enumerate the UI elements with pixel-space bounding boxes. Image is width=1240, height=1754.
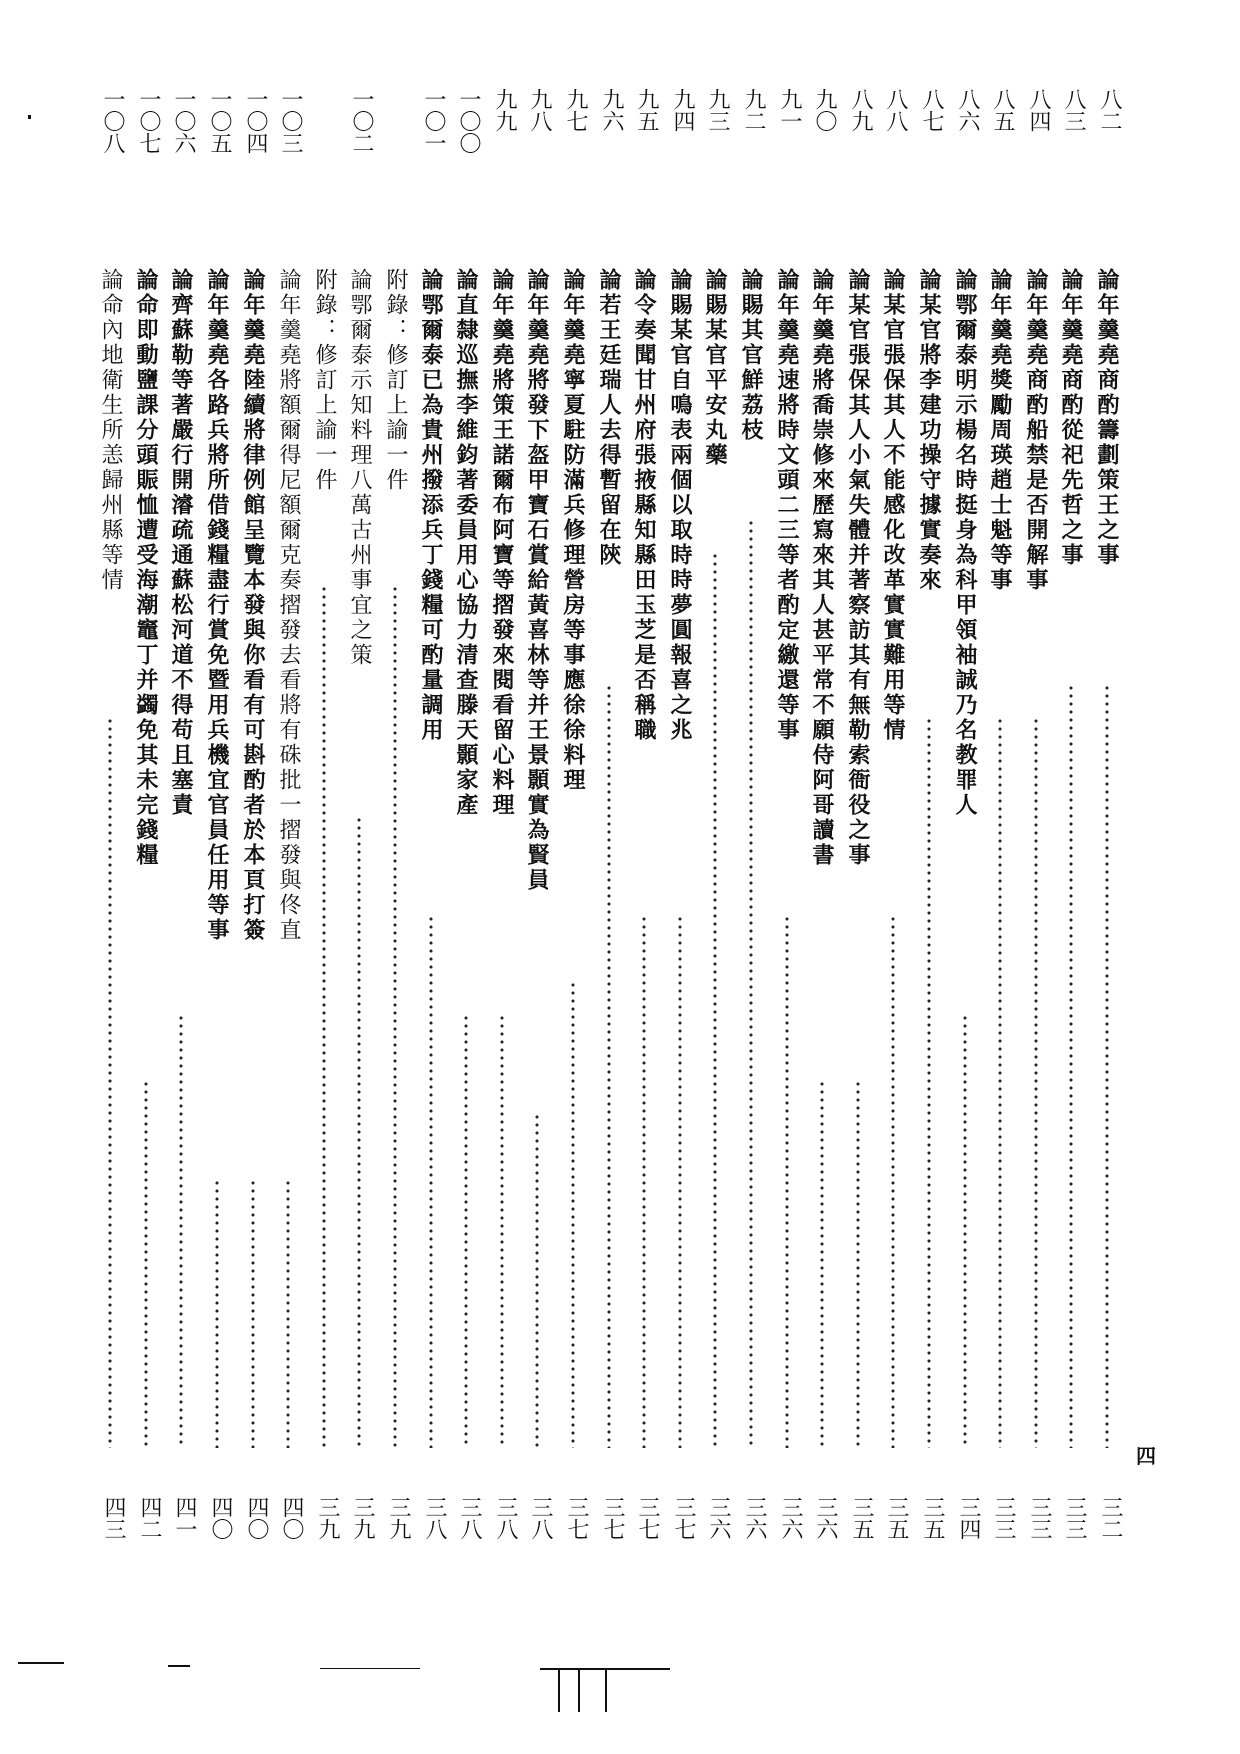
entry-number: 八九	[848, 88, 873, 132]
entry-title: 論年羹堯速將時文頭二三等者酌定繳還等事	[774, 268, 800, 743]
entry-number: 九六	[599, 88, 624, 132]
toc-entry	[914, 88, 944, 1548]
leader-dots	[500, 1014, 504, 1448]
toc-entry	[416, 88, 446, 1548]
leader-dots	[1105, 684, 1109, 1448]
leader-dots	[215, 1179, 219, 1448]
entry-title: 論命內地衛生所恙歸州縣等情	[98, 268, 123, 593]
scan-artifact-box	[540, 1668, 670, 1712]
page-number: 三八	[528, 1496, 553, 1540]
entry-number: 九七	[563, 88, 588, 132]
toc-entry	[131, 88, 161, 1548]
entry-title: 論年羹堯將發下盔甲寶石賞給黃喜林等并王景顥實為賢員	[524, 268, 550, 893]
page-number: 四二	[137, 1496, 162, 1540]
leader-dots	[286, 1179, 290, 1448]
entry-title: 論令奏聞甘州府張掖縣知縣田玉芝是否稱職	[631, 268, 657, 743]
entry-number: 九三	[705, 88, 730, 132]
entry-number: 八八	[883, 88, 908, 132]
toc-entry	[700, 88, 730, 1548]
page-number: 三九	[350, 1496, 375, 1540]
toc-entry	[522, 88, 552, 1548]
leader-dots	[1034, 717, 1038, 1448]
leader-dots	[251, 1179, 255, 1448]
page-number: 三六	[813, 1496, 838, 1540]
entry-title: 論年羹堯各路兵將所借錢糧盡行賞免暨用兵機宜官員任用等事	[204, 268, 230, 943]
page-number: 三八	[422, 1496, 447, 1540]
page-number: 三七	[671, 1496, 696, 1540]
leader-dots	[963, 1014, 967, 1448]
entry-number: 一〇二	[349, 88, 374, 154]
entry-title: 論年羹堯獎勵周瑛趙士魁等事	[987, 268, 1013, 593]
page-number: 三七	[564, 1496, 589, 1540]
entry-title: 論命即動鹽課分頭賑恤遭受海潮竈丁并蠲免其未完錢糧	[133, 268, 159, 868]
toc-entry	[166, 88, 196, 1548]
toc-entry	[202, 88, 232, 1548]
leader-dots	[144, 1080, 148, 1448]
entry-number: 九一	[777, 88, 802, 132]
leader-dots	[749, 519, 753, 1448]
entry-number: 八二	[1097, 88, 1122, 132]
page-number: 四〇	[279, 1496, 304, 1540]
leader-dots	[464, 1014, 468, 1448]
page-number: 四三	[101, 1496, 126, 1540]
page-number: 三三	[1062, 1496, 1087, 1540]
toc-entry	[878, 88, 908, 1548]
entry-title: 附錄：修訂上諭一件	[383, 268, 408, 493]
toc-entry	[273, 88, 303, 1548]
entry-title: 論年羹堯寧夏駐防滿兵修理營房等事應徐徐料理	[560, 268, 586, 793]
toc-entry	[736, 88, 766, 1548]
toc-entry	[558, 88, 588, 1548]
toc-entry	[344, 88, 374, 1548]
entry-title: 論某官張保其人不能感化改革實實難用等情	[880, 268, 906, 743]
toc-entry	[380, 88, 410, 1548]
entry-title: 論鄂爾泰示知料理八萬古州事宜之策	[347, 268, 372, 668]
entry-number: 一〇六	[171, 88, 196, 154]
page-number: 三九	[315, 1496, 340, 1540]
entry-number: 八五	[990, 88, 1015, 132]
entry-title: 論某官張保其人小氣失體并著察訪其有無勒索衙役之事	[845, 268, 871, 868]
entry-title: 論鄂爾泰已為貴州撥添兵丁錢糧可酌量調用	[418, 268, 444, 743]
leader-dots	[820, 1080, 824, 1448]
toc-entry	[451, 88, 481, 1548]
entry-number: 一〇八	[100, 88, 125, 154]
leader-dots	[429, 915, 433, 1448]
toc-entry	[95, 88, 125, 1548]
toc-entry	[238, 88, 268, 1548]
entry-number: 九〇	[812, 88, 837, 132]
leader-dots	[856, 1080, 860, 1448]
leader-dots	[393, 585, 397, 1448]
scan-artifact-line	[168, 1665, 190, 1667]
toc-entry	[665, 88, 695, 1548]
page-number: 三九	[386, 1496, 411, 1540]
leader-dots	[607, 684, 611, 1448]
page-number: 三二	[1098, 1496, 1123, 1540]
page-number: 四〇	[208, 1496, 233, 1540]
page-number: 三五	[884, 1496, 909, 1540]
page-number: 三八	[457, 1496, 482, 1540]
entry-title: 論年羹堯陸續將律例館呈覽本發與你看有可斟酌者於本頁打簽	[240, 268, 266, 943]
entry-title: 論若王廷瑞人去得暫留在陝	[596, 268, 622, 568]
entry-title: 論賜某官平安丸藥	[702, 268, 728, 468]
page-number: 四〇	[244, 1496, 269, 1540]
page-number: 三六	[706, 1496, 731, 1540]
leader-dots	[1069, 684, 1073, 1448]
leader-dots	[322, 585, 326, 1448]
entry-title: 論年羹堯商酌從祀先哲之事	[1058, 268, 1084, 568]
scan-artifact-line	[18, 1662, 64, 1664]
page-number: 三五	[920, 1496, 945, 1540]
entry-title: 論賜其官鮮荔枝	[738, 268, 764, 443]
toc-entry	[772, 88, 802, 1548]
toc-entry	[807, 88, 837, 1548]
entry-number: 九四	[670, 88, 695, 132]
leader-dots	[179, 1014, 183, 1448]
entry-number: 一〇七	[136, 88, 161, 154]
folio-number: 四	[1136, 1444, 1156, 1468]
entry-number: 八七	[919, 88, 944, 132]
leader-dots	[642, 915, 646, 1448]
toc-entry	[843, 88, 873, 1548]
entry-title: 論鄂爾泰明示楊名時挺身為科甲領袖誠乃名教罪人	[952, 268, 978, 818]
page-number: 三八	[493, 1496, 518, 1540]
toc-entry	[1092, 88, 1122, 1548]
entry-title: 論某官將李建功操守據實奏來	[916, 268, 942, 593]
page-number: 三六	[742, 1496, 767, 1540]
entry-number: 八三	[1061, 88, 1086, 132]
entry-number: 一〇〇	[456, 88, 481, 154]
entry-title: 論直隸巡撫李維鈞著委員用心協力清查滕天顥家產	[453, 268, 479, 818]
page-number: 三三	[991, 1496, 1016, 1540]
leader-dots	[571, 981, 575, 1448]
page-number: 三七	[635, 1496, 660, 1540]
entry-number: 一〇三	[278, 88, 303, 154]
entry-title: 論年羹堯將策王諾爾布阿寶等摺發來閱看留心料理	[489, 268, 515, 818]
entry-number: 一〇一	[421, 88, 446, 154]
toc-entry	[487, 88, 517, 1548]
toc-entry	[1021, 88, 1051, 1548]
leader-dots	[535, 1113, 539, 1448]
entry-number: 九九	[492, 88, 517, 132]
toc-entry	[629, 88, 659, 1548]
leader-dots	[678, 915, 682, 1448]
toc-entry	[985, 88, 1015, 1548]
page-number: 四一	[172, 1496, 197, 1540]
leader-dots	[713, 552, 717, 1448]
entry-number: 八六	[955, 88, 980, 132]
leader-dots	[357, 816, 361, 1448]
entry-number: 一〇五	[207, 88, 232, 154]
entry-title: 論年羹堯將喬崇修來歷寫來其人甚平常不願侍阿哥讀書	[809, 268, 835, 868]
leader-dots	[891, 915, 895, 1448]
entry-number: 一〇四	[243, 88, 268, 154]
leader-dots	[927, 717, 931, 1448]
entry-title: 論年羹堯商酌船禁是否開解事	[1023, 268, 1049, 593]
entry-number: 九八	[527, 88, 552, 132]
leader-dots	[998, 717, 1002, 1448]
entry-title: 論齊蘇勒等著嚴行開濬疏通蘇松河道不得苟且塞責	[168, 268, 194, 818]
toc-entry	[594, 88, 624, 1548]
toc-entry	[309, 88, 339, 1548]
scan-artifact-line	[320, 1668, 420, 1669]
leader-dots	[108, 717, 112, 1448]
toc-entry	[950, 88, 980, 1548]
entry-number: 八四	[1026, 88, 1051, 132]
page-number: 三三	[1027, 1496, 1052, 1540]
entry-title: 論年羹堯將額爾得尼額爾克奏摺發去看將有硃批一摺發與佟直	[276, 268, 301, 943]
page-number: 三四	[956, 1496, 981, 1540]
entry-number: 九五	[634, 88, 659, 132]
entry-title: 附錄：修訂上諭一件	[312, 268, 337, 493]
toc-entry	[1056, 88, 1086, 1548]
leader-dots	[785, 915, 789, 1448]
entry-number: 九二	[741, 88, 766, 132]
entry-title: 論年羹堯商酌籌劃策王之事	[1094, 268, 1120, 568]
page-number: 三七	[600, 1496, 625, 1540]
page-number: 三五	[849, 1496, 874, 1540]
entry-title: 論賜某官自鳴表兩個以取時時夢圓報喜之兆	[667, 268, 693, 743]
scan-artifact-tick	[28, 115, 31, 119]
page-number: 三六	[778, 1496, 803, 1540]
